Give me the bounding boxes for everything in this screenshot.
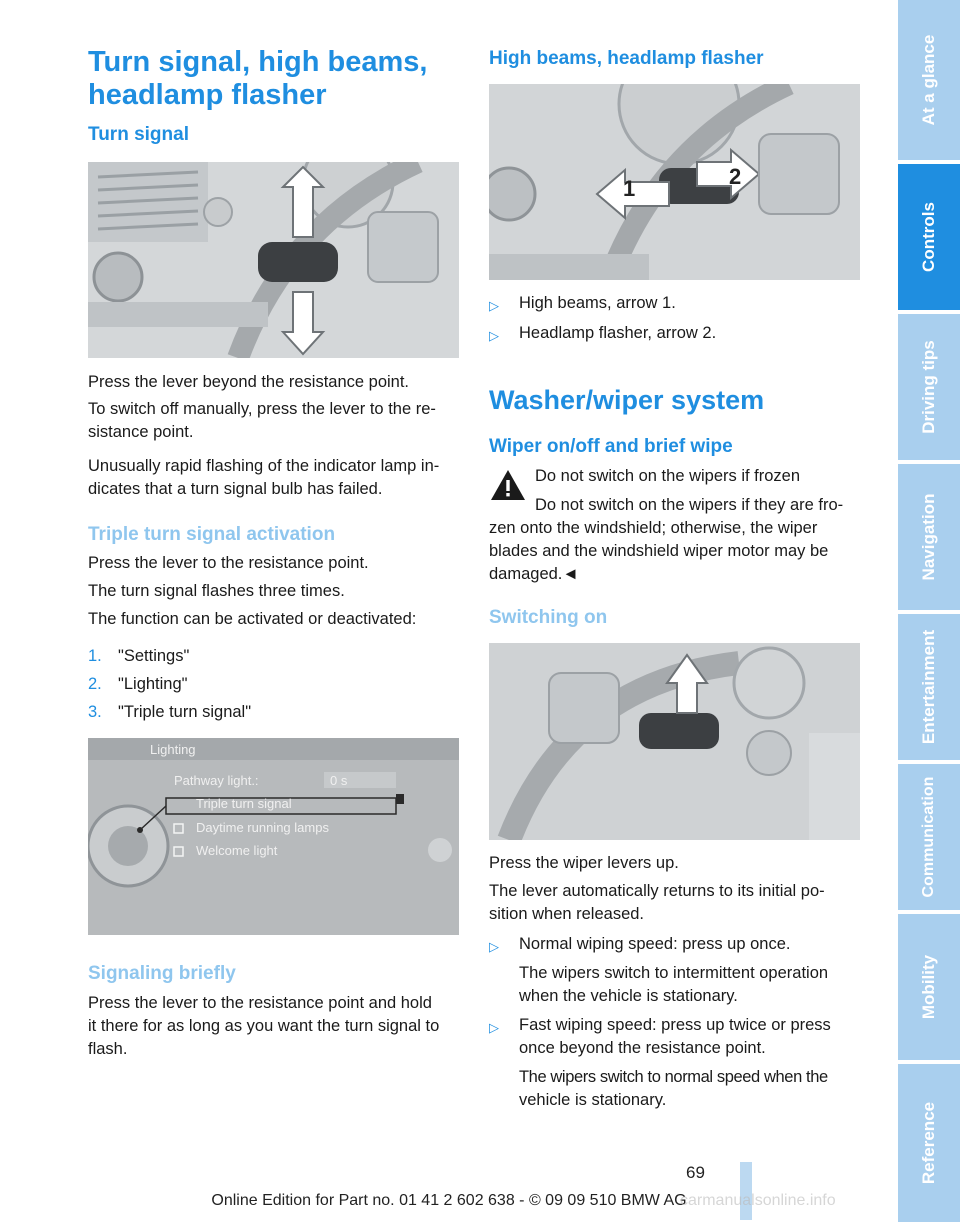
numbered-list [88,645,251,729]
switching-on-heading: Switching on [489,607,608,628]
option-triple-turn-signal: Triple turn signal [196,796,292,811]
paragraph: The turn signal flashes three times. [88,582,345,600]
bullet-list [489,292,869,352]
tab-controls[interactable]: Controls [898,164,960,310]
lighting-screen-illustration [88,738,459,935]
option-daytime-running-lamps: Daytime running lamps [196,820,329,835]
list-item: 3. "Triple turn signal" [88,703,252,721]
footer-text: Online Edition for Part no. 01 41 2 602 638 - © 09 09 510 BMW AG [211,1192,687,1209]
page-number-bar [740,1162,752,1220]
list-item-detail: The wipers switch to normal speed when the vehicle is stationary. [519,1068,828,1109]
triple-turn-signal-heading: Triple turn signal activation [88,524,336,545]
arrow-2-label: 2 [729,164,742,189]
page-title: Turn signal, high beams, headlamp flasher [88,46,428,111]
page-number: 69 [686,1163,705,1182]
pathway-label: Pathway light.: [174,773,259,788]
option-welcome-light: Welcome light [196,843,278,858]
screen-header: Lighting [150,742,196,757]
chapter-sidebar [898,0,960,1222]
warning-text: zen onto the windshield; otherwise, the wiper blades and the windshield wiper motor may be damaged.◄ [489,519,829,583]
warning-icon [488,466,528,506]
triangle-bullet-icon: ▷ [489,328,499,343]
list-item: ▷ High beams, arrow 1. [489,292,869,322]
tab-mobility[interactable]: Mobility [898,914,960,1060]
paragraph: Unusually rapid flashing of the indicator lamp in- dicates that a turn signal bulb has failed. [88,457,440,498]
warning-title: Do not switch on the wipers if frozen [535,467,801,485]
tab-reference[interactable]: Reference [898,1064,960,1222]
pathway-value: 0 s [330,773,348,788]
watermark: carmanualsonline.info [680,1192,836,1209]
list-item-detail: The wipers switch to intermittent operation when the vehicle is stationary. [519,964,829,1005]
triangle-bullet-icon: ▷ [489,298,499,313]
paragraph: To switch off manually, press the lever to the re- sistance point. [88,400,436,441]
high-beams-illustration [489,84,860,280]
tab-navigation[interactable]: Navigation [898,464,960,610]
tab-at-a-glance[interactable]: At a glance [898,0,960,160]
triangle-bullet-icon: ▷ [489,939,499,954]
paragraph: Press the lever to the resistance point and hold it there for as long as you want the turn signal to flash. [88,994,440,1058]
paragraph: The function can be activated or deactivated: [88,610,417,628]
turn-signal-heading: Turn signal [88,124,189,145]
list-item: ▷ Headlamp flasher, arrow 2. [489,322,869,352]
list-item: 2. "Lighting" [88,675,188,693]
wiper-lever-illustration [489,643,860,840]
high-beams-heading: High beams, headlamp flasher [489,48,764,69]
list-item: ▷ Fast wiping speed: press up twice or press once beyond the resistance point. [489,1016,831,1057]
arrow-1-label: 1 [623,176,636,201]
washer-wiper-heading: Washer/wiper system [489,385,765,415]
list-item: ▷ Normal wiping speed: press up once. [489,933,790,956]
paragraph: Press the lever to the resistance point. [88,554,369,572]
list-item: 1. "Settings" [88,647,190,665]
tab-driving-tips[interactable]: Driving tips [898,314,960,460]
turn-signal-illustration [88,162,459,358]
paragraph: Press the wiper levers up. [489,854,679,872]
signaling-briefly-heading: Signaling briefly [88,963,236,984]
warning-text: Do not switch on the wipers if they are fro- [535,496,844,514]
paragraph: Press the lever beyond the resistance point. [88,373,410,391]
tab-communication[interactable]: Communication [898,764,960,910]
paragraph: The lever automatically returns to its initial po- sition when released. [489,882,825,923]
wiper-heading: Wiper on/off and brief wipe [489,436,733,457]
tab-entertainment[interactable]: Entertainment [898,614,960,760]
triangle-bullet-icon: ▷ [489,1020,499,1035]
